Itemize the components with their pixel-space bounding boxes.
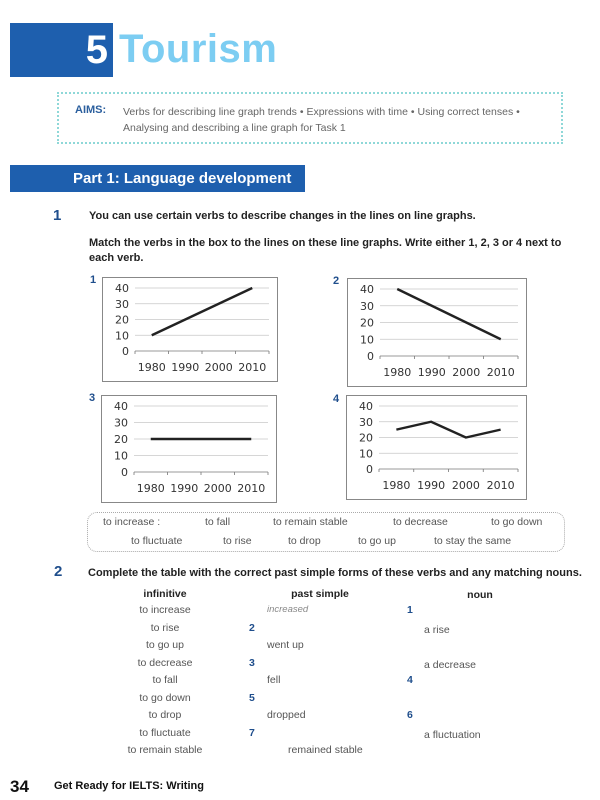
svg-text:0: 0: [367, 350, 374, 363]
col-header-noun: noun: [467, 589, 493, 601]
cell-noun: a fluctuation: [424, 729, 481, 741]
verb-item: to fall: [205, 516, 231, 528]
svg-text:1990: 1990: [171, 361, 200, 374]
svg-text:1980: 1980: [383, 366, 412, 379]
svg-text:10: 10: [359, 447, 373, 461]
data-line: [397, 289, 501, 339]
svg-text:2000: 2000: [452, 366, 481, 379]
line-chart-svg: [348, 279, 526, 386]
svg-text:30: 30: [114, 416, 128, 430]
exercise-2-instruction: Complete the table with the correct past simple forms of these verbs and any matching nouns.: [88, 567, 582, 579]
aims-line-2: Analysing and describing a line graph for Task 1: [123, 122, 346, 134]
part-title: Part 1: Language development: [73, 170, 292, 187]
past-simple-blank[interactable]: 5: [249, 692, 255, 704]
cell-infinitive: to fluctuate: [139, 727, 191, 739]
book-title: Get Ready for IELTS: Writing: [54, 780, 204, 792]
past-simple-blank[interactable]: 7: [249, 727, 255, 739]
svg-text:1990: 1990: [417, 366, 446, 379]
cell-noun: a decrease: [424, 659, 476, 671]
svg-text:40: 40: [114, 400, 128, 413]
svg-text:30: 30: [115, 297, 129, 311]
svg-text:10: 10: [114, 449, 128, 463]
cell-infinitive: to go down: [139, 692, 191, 704]
past-simple-blank[interactable]: 2: [249, 622, 255, 634]
svg-text:1980: 1980: [137, 361, 166, 374]
svg-text:40: 40: [359, 400, 373, 413]
svg-text:0: 0: [366, 463, 373, 476]
cell-infinitive: to increase: [139, 604, 191, 616]
verb-item: to fluctuate: [131, 535, 183, 547]
line-chart-svg: [102, 396, 276, 502]
svg-text:30: 30: [360, 299, 374, 313]
noun-blank[interactable]: 1: [407, 604, 413, 616]
cell-past-simple: fell: [267, 674, 281, 686]
cell-infinitive: to go up: [146, 639, 184, 651]
svg-text:10: 10: [360, 333, 374, 347]
noun-blank[interactable]: 6: [407, 709, 413, 721]
chapter-number: 5: [85, 28, 108, 72]
line-chart-svg: [347, 396, 526, 499]
svg-text:1980: 1980: [136, 482, 165, 495]
verb-item: to drop: [288, 535, 321, 547]
cell-infinitive: to remain stable: [127, 744, 203, 756]
cell-infinitive: to drop: [148, 709, 182, 721]
cell-past-simple: went up: [267, 639, 304, 651]
svg-text:2010: 2010: [237, 482, 266, 495]
svg-text:2010: 2010: [486, 479, 515, 492]
line-graph-4: [346, 395, 527, 500]
graph-3-label: 3: [89, 392, 96, 404]
col-header-past-simple: past simple: [291, 588, 349, 600]
svg-text:20: 20: [115, 313, 129, 327]
line-graph-3: [101, 395, 277, 503]
cell-past-simple: remained stable: [288, 744, 363, 756]
verb-item: to rise: [223, 535, 252, 547]
verb-item: to go up: [358, 535, 396, 547]
svg-text:2000: 2000: [204, 361, 233, 374]
noun-blank[interactable]: 4: [407, 674, 413, 686]
svg-text:40: 40: [115, 282, 129, 295]
svg-text:2000: 2000: [203, 482, 232, 495]
line-graph-1: [102, 277, 278, 382]
graph-1-label: 1: [90, 274, 97, 286]
data-line: [396, 422, 500, 438]
svg-text:1990: 1990: [170, 482, 199, 495]
exercise-1-instruction: [89, 236, 569, 266]
col-header-infinitive: infinitive: [143, 588, 187, 600]
aims-line-1: Verbs for describing line graph trends • Expressions with time • Using correct tenses •: [123, 106, 520, 118]
page-number: 34: [10, 777, 29, 796]
svg-text:20: 20: [359, 431, 373, 445]
verb-item: to increase :: [103, 516, 161, 528]
exercise-2-number: 2: [54, 563, 63, 580]
verb-item: to go down: [491, 516, 543, 528]
instruction-line-1: Match the verbs in the box to the lines on these line graphs. Write either 1, 2, 3 or 4 next to: [89, 237, 562, 249]
verb-item: to decrease: [393, 516, 448, 528]
svg-text:40: 40: [360, 283, 374, 296]
svg-text:10: 10: [115, 329, 129, 343]
svg-text:2010: 2010: [486, 366, 515, 379]
svg-text:1990: 1990: [417, 479, 446, 492]
verb-item: to remain stable: [273, 516, 348, 528]
data-line: [152, 288, 253, 335]
past-simple-blank[interactable]: 3: [249, 657, 255, 669]
cell-past-simple: dropped: [267, 709, 306, 721]
line-chart-svg: [103, 278, 277, 381]
svg-text:2010: 2010: [238, 361, 267, 374]
aims-text: [123, 104, 543, 136]
graph-4-label: 4: [333, 393, 340, 405]
aims-label: AIMS:: [75, 104, 107, 116]
cell-noun: a rise: [424, 624, 450, 636]
exercise-1-intro: You can use certain verbs to describe changes in the lines on line graphs.: [89, 210, 476, 222]
chapter-title: Tourism: [119, 27, 278, 71]
svg-text:0: 0: [121, 466, 128, 479]
cell-infinitive: to fall: [152, 674, 178, 686]
svg-text:20: 20: [360, 316, 374, 330]
exercise-1-number: 1: [53, 207, 62, 224]
svg-text:2000: 2000: [451, 479, 480, 492]
cell-infinitive: to decrease: [137, 657, 193, 669]
line-graph-2: [347, 278, 527, 387]
cell-infinitive: to rise: [150, 622, 180, 634]
svg-text:20: 20: [114, 433, 128, 446]
verb-item: to stay the same: [434, 535, 512, 547]
svg-text:30: 30: [359, 415, 373, 429]
graph-2-label: 2: [333, 275, 340, 287]
cell-past-simple: increased: [267, 604, 309, 615]
svg-text:0: 0: [122, 345, 129, 358]
svg-text:1980: 1980: [382, 479, 411, 492]
instruction-line-2: each verb.: [89, 252, 144, 264]
